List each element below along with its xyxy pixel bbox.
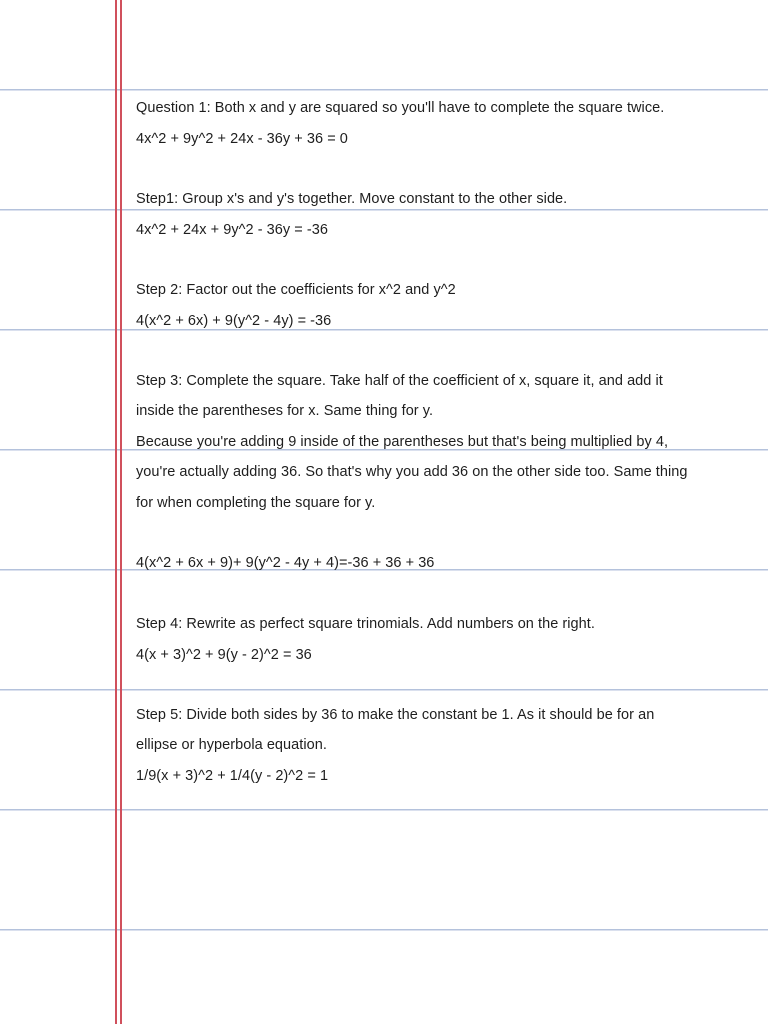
step-3-instruction-cont: inside the parentheses for x. Same thing for y.	[136, 403, 434, 419]
original-equation: 4x^2 + 9y^2 + 24x - 36y + 36 = 0	[136, 131, 348, 147]
question-1-text: Question 1: Both x and y are squared so you'll have to complete the square twice.	[136, 100, 665, 116]
step-4-equation: 4(x + 3)^2 + 9(y - 2)^2 = 36	[136, 647, 312, 663]
step-2-instruction: Step 2: Factor out the coefficients for x^2 and y^2	[136, 282, 456, 298]
step-3-equation: 4(x^2 + 6x + 9)+ 9(y^2 - 4y + 4)=-36 + 36 + 36	[136, 555, 435, 571]
step-5-instruction-cont: ellipse or hyperbola equation.	[136, 737, 327, 753]
step-3-explanation-end: for when completing the square for y.	[136, 495, 376, 511]
step-3-explanation-cont: you're actually adding 36. So that's why you add 36 on the other side too. Same thing	[136, 464, 688, 480]
step-1-equation: 4x^2 + 24x + 9y^2 - 36y = -36	[136, 222, 328, 238]
step-3-instruction: Step 3: Complete the square. Take half of the coefficient of x, square it, and add it	[136, 373, 663, 389]
step-3-explanation: Because you're adding 9 inside of the parentheses but that's being multiplied by 4,	[136, 434, 669, 450]
step-5-equation: 1/9(x + 3)^2 + 1/4(y - 2)^2 = 1	[136, 768, 329, 784]
step-5-instruction: Step 5: Divide both sides by 36 to make the constant be 1. As it should be for an	[136, 707, 655, 723]
step-1-instruction: Step1: Group x's and y's together. Move constant to the other side.	[136, 191, 568, 207]
margin-line-right	[120, 0, 122, 1024]
step-2-equation: 4(x^2 + 6x) + 9(y^2 - 4y) = -36	[136, 313, 332, 329]
margin-line-left	[115, 0, 117, 1024]
step-4-instruction: Step 4: Rewrite as perfect square trinomials. Add numbers on the right.	[136, 616, 595, 632]
